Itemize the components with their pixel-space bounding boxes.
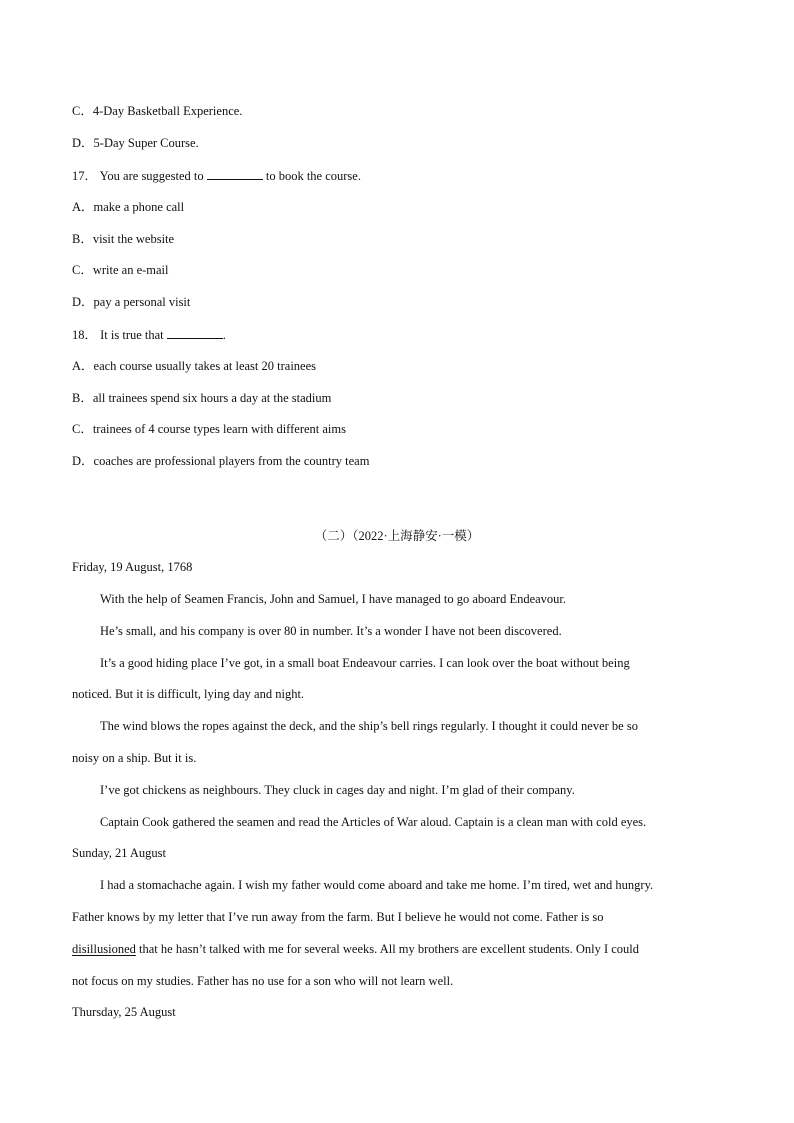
q18-answer-blank <box>167 326 223 339</box>
q17-stem-before: 17． You are suggested to <box>72 169 204 183</box>
q17-stem <box>72 167 732 184</box>
q18-option-a: A．each course usually takes at least 20 trainees <box>72 359 317 373</box>
q18-stem-after: . <box>222 328 226 342</box>
diary-paragraph-7-line-4: not focus on my studies. Father has no use for a son who will not learn well. <box>72 974 454 988</box>
diary-date-sunday: Sunday, 21 August <box>72 846 166 860</box>
q17-option-c: C．write an e-mail <box>72 263 169 277</box>
diary-paragraph-7-line-1: I had a stomachache again. I wish my father would come aboard and take me home. I’m tired, wet and hungry. <box>100 878 654 892</box>
q17-option-b: B．visit the website <box>72 232 175 246</box>
q18-stem <box>72 326 732 343</box>
diary-paragraph-4-line-2: noisy on a ship. But it is. <box>72 751 197 765</box>
q18-option-d: D．coaches are professional players from the country team <box>72 454 370 468</box>
underlined-word-disillusioned: disillusioned <box>72 942 136 956</box>
diary-paragraph-3-line-2: noticed. But it is difficult, lying day and night. <box>72 687 305 701</box>
section-heading: （二）（2022·上海静安·一模） <box>314 529 480 543</box>
q18-option-c: C．trainees of 4 course types learn with different aims <box>72 422 346 436</box>
diary-paragraph-7-line-3-rest: that he hasn’t talked with me for several weeks. All my brothers are excellent students. Only I could <box>135 942 640 956</box>
q17-option-a: A．make a phone call <box>72 200 185 214</box>
diary-paragraph-3-line-1: It’s a good hiding place I’ve got, in a small boat Endeavour carries. I can look over the boat without being <box>100 656 630 670</box>
diary-date-thursday: Thursday, 25 August <box>72 1005 176 1019</box>
q16-option-c: C．4-Day Basketball Experience. <box>72 104 243 118</box>
q18-stem-before: 18． It is true that <box>72 328 164 342</box>
q16-option-d: D．5-Day Super Course. <box>72 136 199 150</box>
diary-paragraph-1: With the help of Seamen Francis, John and Samuel, I have managed to go aboard Endeavour. <box>100 592 567 606</box>
diary-paragraph-7-line-3 <box>72 941 732 957</box>
diary-paragraph-4-line-1: The wind blows the ropes against the deck, and the ship’s bell rings regularly. I thought it could never be so <box>100 719 638 733</box>
q17-option-d: D．pay a personal visit <box>72 295 191 309</box>
q18-option-b: B．all trainees spend six hours a day at the stadium <box>72 391 332 405</box>
diary-paragraph-7-line-2: Father knows by my letter that I’ve run away from the farm. But I believe he would not come. Father is so <box>72 910 604 924</box>
diary-paragraph-2: He’s small, and his company is over 80 in number. It’s a wonder I have not been discovered. <box>100 624 562 638</box>
q17-stem-after: to book the course. <box>265 169 361 183</box>
diary-paragraph-5: I’ve got chickens as neighbours. They cluck in cages day and night. I’m glad of their company. <box>100 783 575 797</box>
diary-date-friday: Friday, 19 August, 1768 <box>72 560 193 574</box>
diary-paragraph-6: Captain Cook gathered the seamen and read the Articles of War aloud. Captain is a clean man with cold eyes. <box>100 815 647 829</box>
q17-answer-blank <box>207 167 263 180</box>
